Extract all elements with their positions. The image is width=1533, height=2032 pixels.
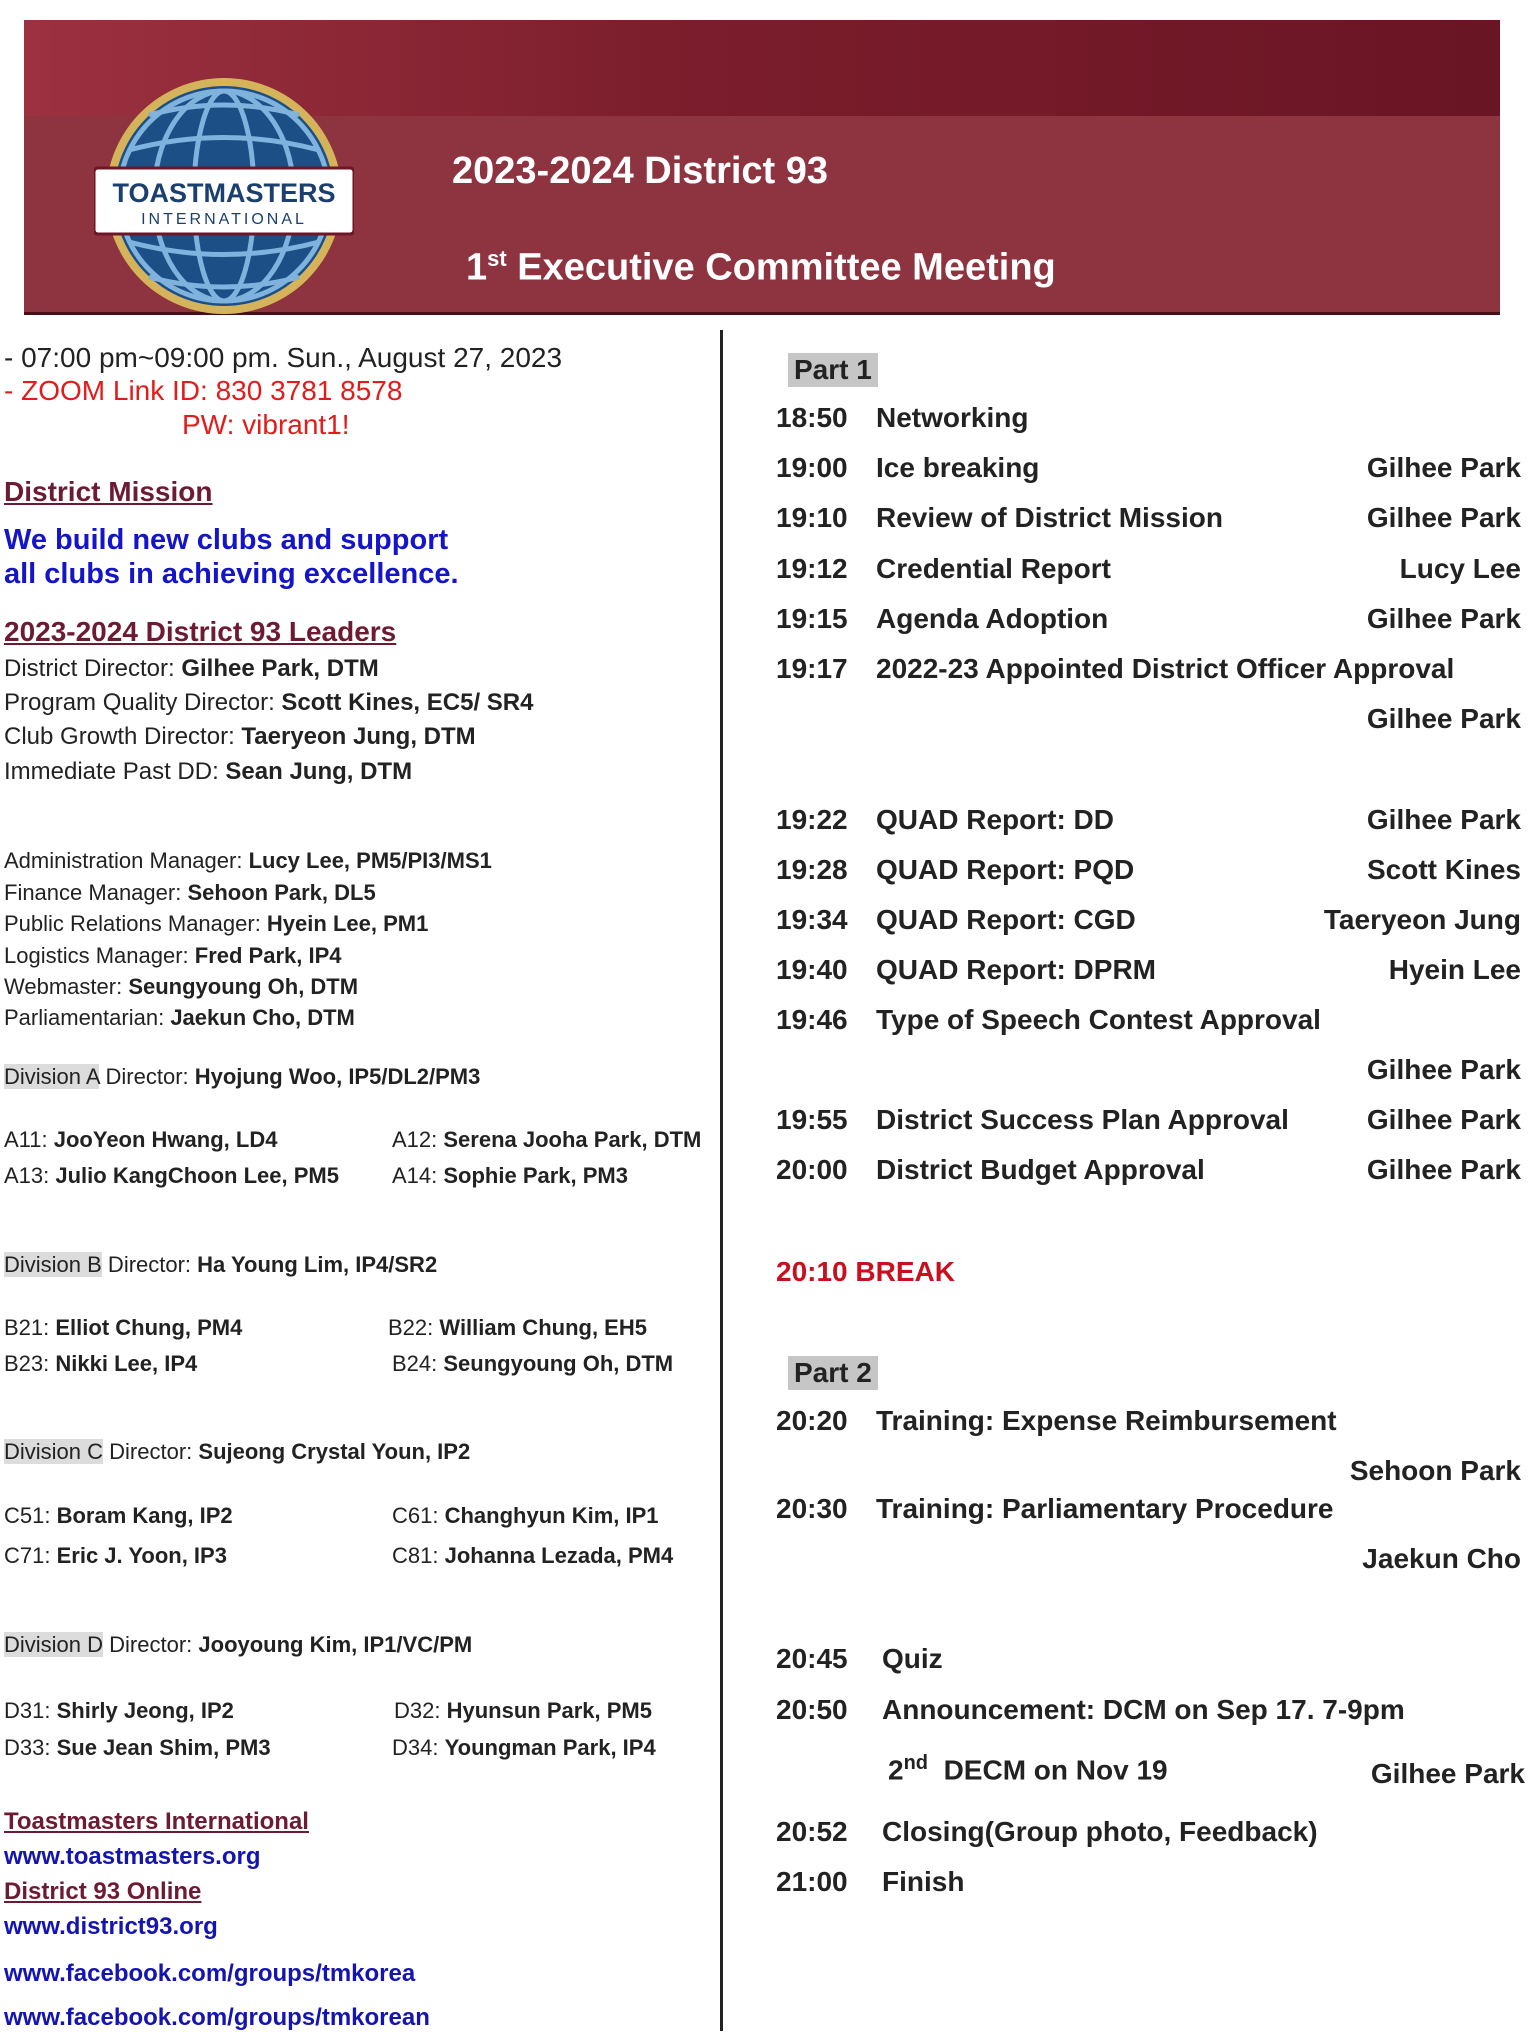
area-director: [4, 1735, 271, 1761]
role-label: Administration Manager:: [4, 848, 249, 873]
agenda-presenter: Lucy Lee: [1399, 553, 1521, 584]
agenda-time: 19:00: [776, 452, 848, 483]
manager-row: [4, 1005, 355, 1031]
division-d-director: [4, 1632, 472, 1658]
agenda-presenter: Gilhee Park: [1366, 1104, 1521, 1135]
role-label: Public Relations Manager:: [4, 911, 267, 936]
area-director: [388, 1315, 647, 1341]
role-label: Director:: [103, 1632, 199, 1657]
agenda-item: Quiz: [882, 1643, 943, 1674]
division-tag: Division B: [4, 1252, 102, 1277]
area-code: A14:: [392, 1163, 444, 1188]
area-director: [4, 1351, 197, 1377]
person-name: Julio KangChoon Lee, PM5: [55, 1163, 339, 1188]
agenda-presenter: Gilhee Park: [1366, 1154, 1521, 1185]
role-label: Parliamentarian:: [4, 1005, 171, 1030]
person-name: Scott Kines, EC5/ SR4: [281, 689, 534, 716]
person-name: Lucy Lee, PM5/PI3/MS1: [248, 848, 492, 873]
agenda-time: 19:12: [776, 553, 848, 584]
area-code: A11:: [4, 1127, 54, 1152]
area-code: C51:: [4, 1503, 57, 1528]
agenda-time: 19:46: [776, 1004, 848, 1035]
area-code: B23:: [4, 1351, 56, 1376]
person-name: Seungyoung Oh, DTM: [443, 1351, 674, 1376]
person-name: Youngman Park, IP4: [444, 1735, 656, 1760]
header-banner: [24, 20, 1500, 315]
break-label: 20:10 BREAK: [776, 1256, 955, 1287]
agenda-presenter: Gilhee Park: [1366, 1054, 1521, 1085]
agenda-time: 19:55: [776, 1104, 848, 1135]
area-director: [4, 1698, 234, 1724]
agenda-presenter: Scott Kines: [1366, 854, 1521, 885]
agenda-item: QUAD Report: DD: [876, 804, 1114, 835]
role-label: Program Quality Director:: [4, 689, 282, 716]
d93-heading[interactable]: District 93 Online: [4, 1878, 202, 1905]
agenda-item: QUAD Report: DPRM: [876, 954, 1156, 985]
agenda-item: Closing(Group photo, Feedback): [882, 1816, 1318, 1847]
agenda-presenter: Gilhee Park: [1366, 804, 1521, 835]
agenda-time: 19:28: [776, 854, 848, 885]
area-director: [4, 1163, 339, 1189]
zoom-password: PW: vibrant1!: [182, 409, 350, 440]
agenda-item: Type of Speech Contest Approval: [876, 1004, 1321, 1035]
area-code: D34:: [392, 1735, 445, 1760]
person-name: Gilhee Park, DTM: [181, 655, 379, 682]
person-name: Serena Jooha Park, DTM: [443, 1127, 702, 1152]
meeting-datetime: - 07:00 pm~09:00 pm. Sun., August 27, 2023: [4, 342, 563, 373]
division-b-director: [4, 1252, 437, 1278]
manager-row: [4, 848, 492, 874]
agenda-time: 21:00: [776, 1866, 848, 1897]
subtitle-ordinal: 1: [466, 246, 488, 289]
person-name: Hyein Lee, PM1: [266, 911, 429, 936]
agenda-time: 19:15: [776, 603, 848, 634]
agenda-time: 20:45: [776, 1643, 848, 1674]
part-2-label: Part 2: [788, 1356, 878, 1390]
agenda-item: Announcement: DCM on Sep 17. 7-9pm: [882, 1694, 1405, 1725]
area-director: [392, 1127, 701, 1153]
mission-line-2: all clubs in achieving excellence.: [4, 558, 459, 590]
director-row: [4, 655, 379, 683]
area-code: A13:: [4, 1163, 56, 1188]
facebook-link-1[interactable]: www.facebook.com/groups/tmkorea: [4, 1960, 416, 1987]
area-director: [4, 1503, 233, 1529]
person-name: Sehoon Park, DL5: [187, 880, 376, 905]
banner-title: 2023-2024 District 93: [452, 150, 829, 192]
area-director: [4, 1315, 242, 1341]
agenda-presenter: Hyein Lee: [1388, 954, 1521, 985]
division-tag: Division C: [4, 1439, 104, 1464]
person-name: Changhyun Kim, IP1: [444, 1503, 659, 1528]
person-name: William Chung, EH5: [439, 1315, 647, 1340]
person-name: Shirly Jeong, IP2: [56, 1698, 234, 1723]
subtitle-sup: st: [487, 246, 507, 271]
director-row: [4, 758, 412, 786]
leaders-heading: 2023-2024 District 93 Leaders: [4, 616, 397, 647]
manager-row: [4, 974, 358, 1000]
agenda-presenter: Gilhee Park: [1366, 703, 1521, 734]
agenda-presenter: Jaekun Cho: [1362, 1543, 1521, 1574]
division-tag: Division A: [4, 1064, 100, 1089]
role-label: Club Growth Director:: [4, 723, 242, 750]
director-row: [4, 723, 476, 751]
area-director: [394, 1698, 652, 1724]
person-name: Elliot Chung, PM4: [55, 1315, 243, 1340]
person-name: Seungyoung Oh, DTM: [128, 974, 359, 999]
subtitle-rest: Executive Committee Meeting: [506, 246, 1056, 289]
area-director: [4, 1543, 227, 1569]
manager-row: [4, 880, 376, 906]
area-director: [392, 1163, 628, 1189]
agenda-time: 19:10: [776, 502, 848, 533]
role-label: Logistics Manager:: [4, 943, 195, 968]
person-name: Jooyoung Kim, IP1/VC/PM: [198, 1632, 473, 1657]
agenda-time: 20:20: [776, 1405, 848, 1436]
agenda-item: Ice breaking: [876, 452, 1040, 483]
area-code: C61:: [392, 1503, 445, 1528]
agenda-time: 20:50: [776, 1694, 848, 1725]
area-code: A12:: [392, 1127, 444, 1152]
agenda-time: 19:22: [776, 804, 848, 835]
banner-subtitle: [466, 246, 1056, 290]
area-code: D32:: [394, 1698, 447, 1723]
area-code: B21:: [4, 1315, 56, 1340]
agenda-presenter: Taeryeon Jung: [1323, 904, 1521, 935]
agenda-item: Agenda Adoption: [876, 603, 1109, 634]
agenda-time: 19:34: [776, 904, 848, 935]
person-name: Sujeong Crystal Youn, IP2: [198, 1439, 471, 1464]
mission-line-1: We build new clubs and support: [4, 524, 449, 556]
person-name: Sophie Park, PM3: [443, 1163, 628, 1188]
manager-row: [4, 943, 342, 969]
zoom-link[interactable]: - ZOOM Link ID: 830 3781 8578: [4, 375, 403, 406]
person-name: JooYeon Hwang, LD4: [53, 1127, 278, 1152]
facebook-link-2[interactable]: www.facebook.com/groups/tmkorean: [4, 2004, 430, 2031]
agenda-time: 19:17: [776, 653, 848, 684]
role-label: District Director:: [4, 655, 182, 682]
area-code: C81:: [392, 1543, 445, 1568]
decm-line: [888, 1752, 1168, 1786]
agenda-item: 2022-23 Appointed District Officer Approval: [876, 653, 1455, 684]
ti-heading[interactable]: Toastmasters International: [4, 1808, 309, 1835]
manager-row: [4, 911, 428, 937]
person-name: Nikki Lee, IP4: [55, 1351, 198, 1376]
person-name: Taeryeon Jung, DTM: [241, 723, 476, 750]
agenda-item: District Success Plan Approval: [876, 1104, 1289, 1135]
area-director: [392, 1351, 673, 1377]
agenda-item: QUAD Report: CGD: [876, 904, 1136, 935]
director-row: [4, 689, 533, 717]
person-name: Eric J. Yoon, IP3: [56, 1543, 227, 1568]
agenda-item: District Budget Approval: [876, 1154, 1205, 1185]
agenda-item: Finish: [882, 1866, 965, 1897]
area-code: D33:: [4, 1735, 57, 1760]
role-label: Director:: [99, 1064, 195, 1089]
person-name: Ha Young Lim, IP4/SR2: [197, 1252, 438, 1277]
agenda-time: 19:40: [776, 954, 848, 985]
division-c-director: [4, 1439, 470, 1465]
area-code: B24:: [392, 1351, 444, 1376]
decm-sup: nd: [903, 1752, 929, 1774]
decm-number: 2: [888, 1754, 904, 1786]
agenda-time: 20:52: [776, 1816, 848, 1847]
part-1-label: Part 1: [788, 353, 878, 387]
toastmasters-logo: [94, 70, 354, 322]
division-tag: Division D: [4, 1632, 104, 1657]
agenda-item: Review of District Mission: [876, 502, 1223, 533]
role-label: Director:: [103, 1439, 199, 1464]
mission-heading: District Mission: [4, 476, 213, 507]
d93-url-link[interactable]: www.district93.org: [4, 1913, 218, 1940]
agenda-time: 20:30: [776, 1493, 848, 1524]
role-label: Director:: [101, 1252, 198, 1277]
person-name: Johanna Lezada, PM4: [444, 1543, 674, 1568]
decm-presenter: Gilhee Park: [1370, 1758, 1525, 1789]
area-director: [392, 1503, 659, 1529]
decm-text: DECM on Nov 19: [943, 1754, 1168, 1786]
person-name: Hyojung Woo, IP5/DL2/PM3: [194, 1064, 481, 1089]
agenda-item: Networking: [876, 402, 1029, 433]
role-label: Webmaster:: [4, 974, 129, 999]
agenda-presenter: Gilhee Park: [1366, 502, 1521, 533]
person-name: Sean Jung, DTM: [225, 758, 413, 785]
area-code: D31:: [4, 1698, 57, 1723]
logo-text: TOASTMASTERS: [112, 178, 336, 208]
agenda-item: Training: Parliamentary Procedure: [876, 1493, 1334, 1524]
person-name: Jaekun Cho, DTM: [170, 1005, 355, 1030]
agenda-time: 20:00: [776, 1154, 848, 1185]
agenda-presenter: Gilhee Park: [1366, 452, 1521, 483]
agenda-presenter: Gilhee Park: [1366, 603, 1521, 634]
person-name: Fred Park, IP4: [194, 943, 342, 968]
person-name: Boram Kang, IP2: [56, 1503, 233, 1528]
role-label: Finance Manager:: [4, 880, 188, 905]
role-label: Immediate Past DD:: [4, 758, 226, 785]
agenda-item: Credential Report: [876, 553, 1111, 584]
area-code: C71:: [4, 1543, 57, 1568]
ti-url-link[interactable]: www.toastmasters.org: [4, 1843, 261, 1870]
area-director: [392, 1735, 656, 1761]
agenda-item: QUAD Report: PQD: [876, 854, 1135, 885]
column-divider: [720, 330, 723, 2031]
person-name: Sue Jean Shim, PM3: [56, 1735, 271, 1760]
area-director: [392, 1543, 673, 1569]
agenda-presenter: Sehoon Park: [1349, 1455, 1521, 1486]
person-name: Hyunsun Park, PM5: [446, 1698, 652, 1723]
area-director: [4, 1127, 277, 1153]
area-code: B22:: [388, 1315, 440, 1340]
logo-subtext: INTERNATIONAL: [141, 211, 307, 228]
division-a-director: [4, 1064, 480, 1090]
agenda-time: 18:50: [776, 402, 848, 433]
agenda-item: Training: Expense Reimbursement: [876, 1405, 1337, 1436]
